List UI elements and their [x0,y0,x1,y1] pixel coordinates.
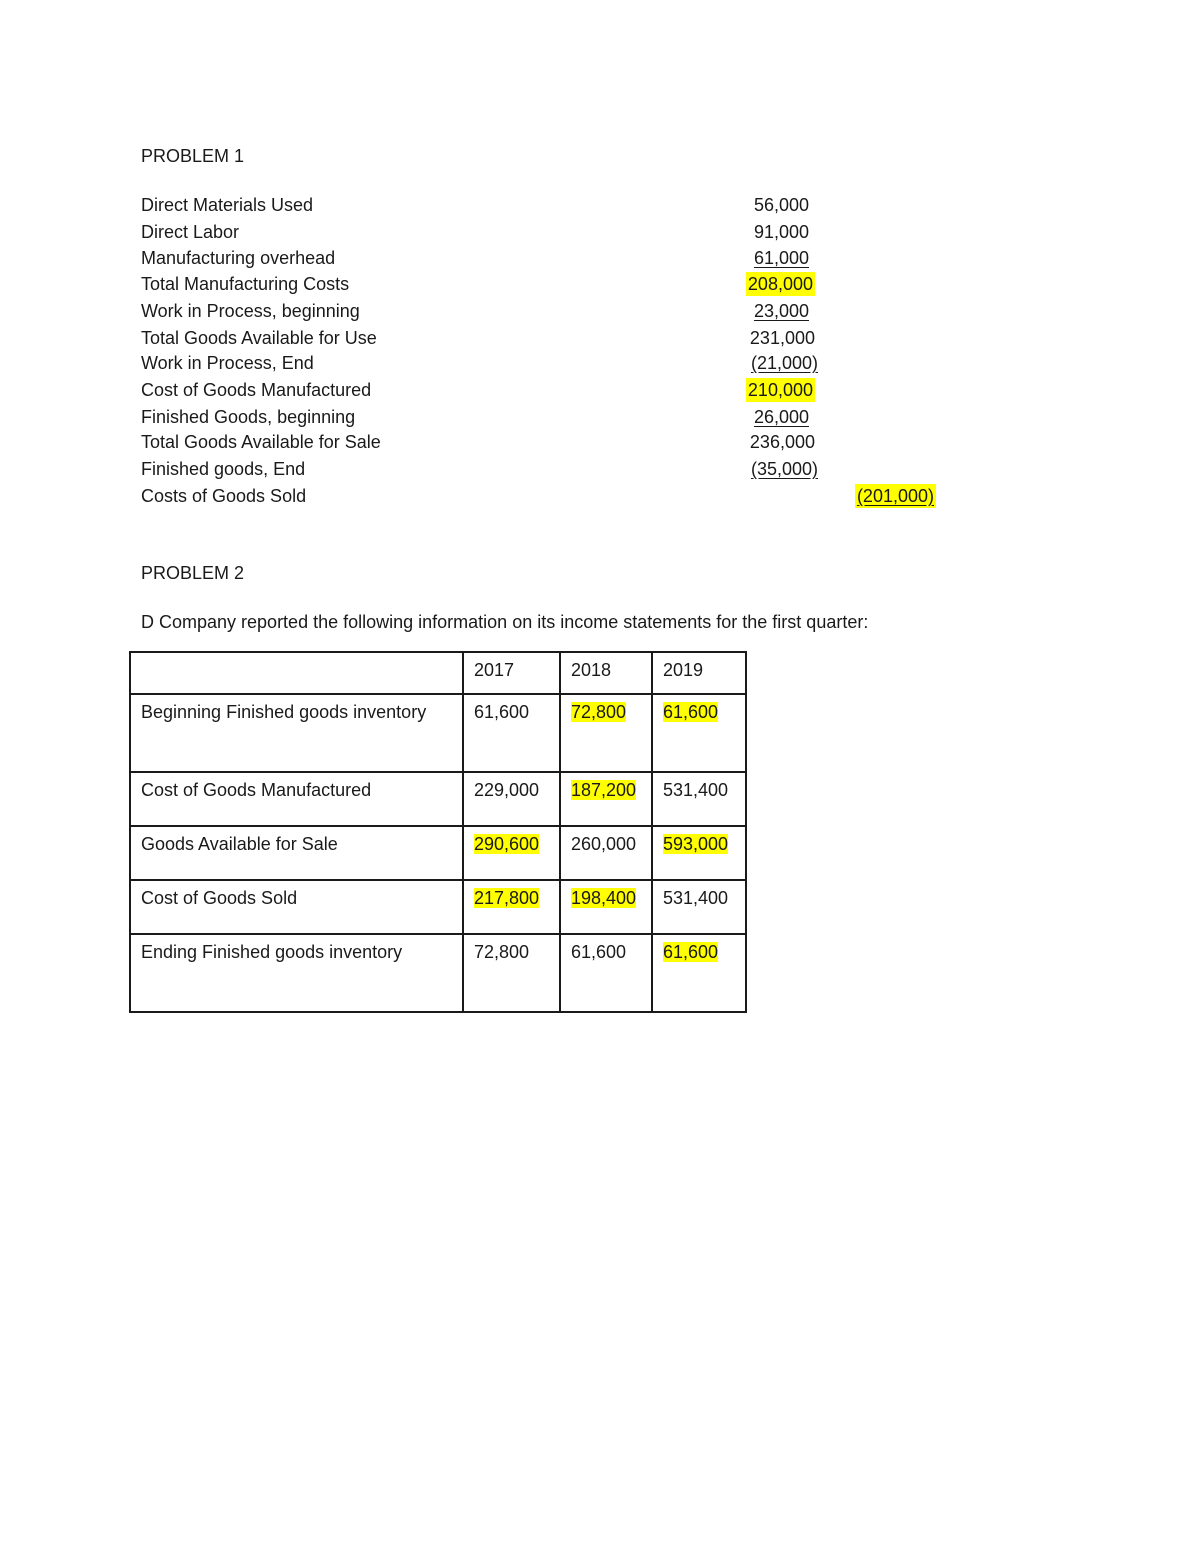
p1-label: Total Goods Available for Use [141,328,377,348]
p1-value: 23,000 [753,301,809,321]
p1-value: 26,000 [753,407,809,427]
table-row [130,772,746,826]
cell-value: 260,000 [571,834,637,854]
column-header: 2019 [652,652,746,694]
p1-total-cogs: (201,000) [856,486,934,506]
p1-value: (21,000) [750,353,818,373]
row-label: Ending Finished goods inventory [130,934,463,1012]
row-label: Beginning Finished goods inventory [130,694,463,772]
cell [652,826,746,880]
table-row [130,880,746,934]
cell-value-highlighted: 72,800 [571,702,627,722]
cell [463,694,560,772]
table-row [130,694,746,772]
column-header: 2017 [463,652,560,694]
p1-label: Finished goods, End [141,459,306,479]
p1-value-highlighted: 208,000 [747,274,813,294]
cell-value: 531,400 [663,888,729,908]
p1-value-highlighted: 210,000 [747,380,813,400]
p1-label: Cost of Goods Manufactured [141,380,372,400]
problem1-heading: PROBLEM 1 [141,146,245,166]
p1-label: Direct Labor [141,222,240,242]
cell-value-highlighted: 593,000 [663,834,729,854]
cell-value: 531,400 [663,780,729,800]
cell [652,880,746,934]
cell-value-highlighted: 61,600 [663,942,719,962]
p1-label: Total Manufacturing Costs [141,274,350,294]
cell [652,934,746,1012]
table-row [130,934,746,1012]
p1-value: 91,000 [753,222,809,242]
p1-label: Work in Process, End [141,353,314,373]
cell [652,694,746,772]
cell [560,934,652,1012]
p1-label: Direct Materials Used [141,195,314,215]
row-label: Cost of Goods Manufactured [130,772,463,826]
cell-value-highlighted: 61,600 [663,702,719,722]
cell-value: 229,000 [474,780,540,800]
cell-value-highlighted: 198,400 [571,888,637,908]
cell-value-highlighted: 290,600 [474,834,540,854]
p1-value: (35,000) [750,459,818,479]
problem2-table [129,651,747,1013]
cell [560,880,652,934]
cell [560,826,652,880]
cell [463,772,560,826]
column-header: 2018 [560,652,652,694]
cell [560,694,652,772]
cell [463,826,560,880]
header-blank-cell [130,652,463,694]
p1-value: 61,000 [753,248,809,268]
row-label: Goods Available for Sale [130,826,463,880]
p1-label: Finished Goods, beginning [141,407,356,427]
p1-label: Manufacturing overhead [141,248,336,268]
cell-value: 61,600 [474,702,530,722]
cell-value: 72,800 [474,942,530,962]
p1-label: Work in Process, beginning [141,301,360,321]
problem2-heading: PROBLEM 2 [141,563,245,583]
p1-value: 56,000 [753,195,809,215]
p1-label: Costs of Goods Sold [141,486,307,506]
cell-value-highlighted: 217,800 [474,888,540,908]
row-label: Cost of Goods Sold [130,880,463,934]
cell [463,934,560,1012]
cell [560,772,652,826]
cell-value: 61,600 [571,942,627,962]
table-header-row [130,652,746,694]
cell-value-highlighted: 187,200 [571,780,637,800]
p1-value: 231,000 [749,328,815,348]
p1-value: 236,000 [749,432,815,452]
cell [652,772,746,826]
table-row [130,826,746,880]
p1-label: Total Goods Available for Sale [141,432,381,452]
cell [463,880,560,934]
problem2-intro: D Company reported the following information on its income statements for the first quarter: [141,612,869,632]
